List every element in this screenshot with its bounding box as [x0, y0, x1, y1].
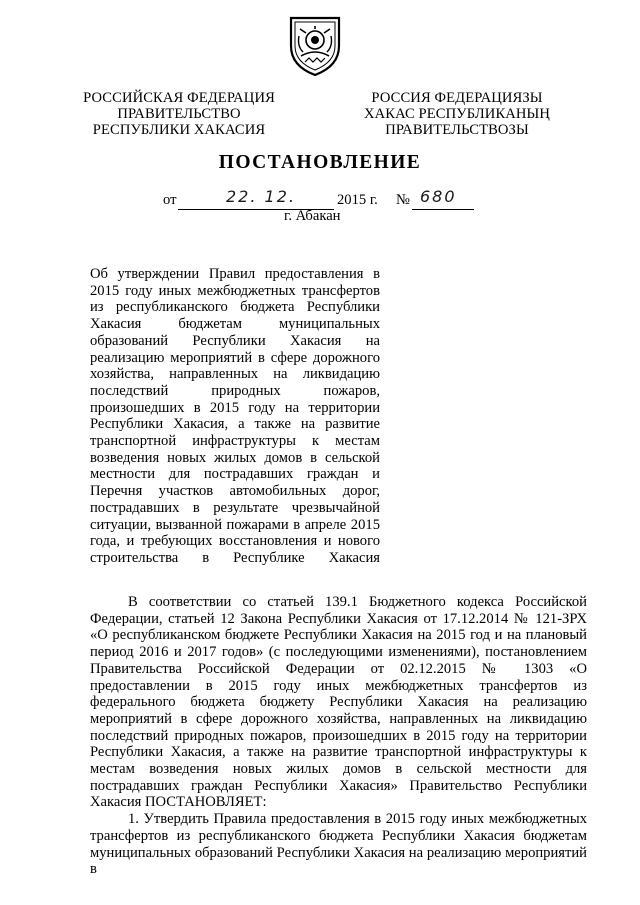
- date-year: 2015 г.: [337, 192, 378, 208]
- handwritten-date: 22. 12.: [226, 187, 296, 206]
- coat-of-arms-emblem: [283, 12, 347, 78]
- header-left: [74, 90, 284, 138]
- number-sign: №: [396, 192, 410, 208]
- header-right-line: ПРАВИТЕЛЬСТВОЗЫ: [385, 122, 529, 138]
- body-text: [90, 594, 587, 878]
- handwritten-number: 680: [420, 187, 457, 206]
- item-1-paragraph: 1. Утвердить Правила предоставления в 2015 году иных межбюджетных трансфертов из республиканского бюджета Республики Хакасия бюджетам муниципальных образований Республики Хакасия на реализацию мероприятий в: [90, 811, 587, 878]
- preamble-paragraph: В соответствии со статьей 139.1 Бюджетного кодекса Российской Федерации, статьей 12 Закона Республики Хакасия от 17.12.2014 № 121-ЗРХ «О республиканском бюджете Республики Хакасия на 2015 год и на плановый период 2016 и 2017 годов» (с последующими изменениями), постановлением Правительства Российской Федерации от 02.12.2015 № 1303 «О предоставлении в 2015 году иных межбюджетных трансфертов из федерального бюджета бюджету Республики Хакасия на реализацию мероприятий в сфере дорожного хозяйства, направленных на ликвидацию последствий природных пожаров, произошедших в 2015 году на территории Республики Хакасия, а также на развитие транспортной инфраструктуры к местам возведения новых жилых домов в сельской местности для пострадавших граждан Республики Хакасия» Правительство Республики Хакасия ПОСТАНОВЛЯЕТ:: [90, 594, 587, 811]
- city: г. Абакан: [284, 208, 341, 224]
- date-prefix: от: [163, 192, 177, 208]
- header-right: [352, 90, 562, 138]
- header-right-line: РОССИЯ ФЕДЕРАЦИЯЗЫ: [371, 90, 543, 106]
- document-title: ПОСТАНОВЛЕНИЕ: [218, 152, 422, 173]
- number-underline: [412, 209, 474, 210]
- header-left-line: РОССИЙСКАЯ ФЕДЕРАЦИЯ: [83, 90, 275, 106]
- header-left-line: ПРАВИТЕЛЬСТВО: [117, 106, 241, 122]
- subject-block: Об утверждении Правил предоставления в 2015 году иных межбюджетных трансфертов из республиканского бюджета Республики Хакасия бюджетам муниципальных образований Республики Хакасия на реализацию мероприятий в сфере дорожного хозяйства, направленных на ликвидацию последствий природных пожаров, произошедших в 2015 году на территории Республики Хакасия, а также на развитие транспортной инфраструктуры к местам возведения новых жилых домов в сельской местности для пострадавших граждан и Перечня участков автомобильных дорог, пострадавших в результате чрезвычайной ситуации, вызванной пожарами в апреле 2015 года, и требующих восстановления и нового строительства в Республике Хакасия: [90, 266, 380, 566]
- header-right-line: ХАКАС РЕСПУБЛИКАНЫҢ: [363, 106, 551, 122]
- header-left-line: РЕСПУБЛИКИ ХАКАСИЯ: [92, 122, 266, 138]
